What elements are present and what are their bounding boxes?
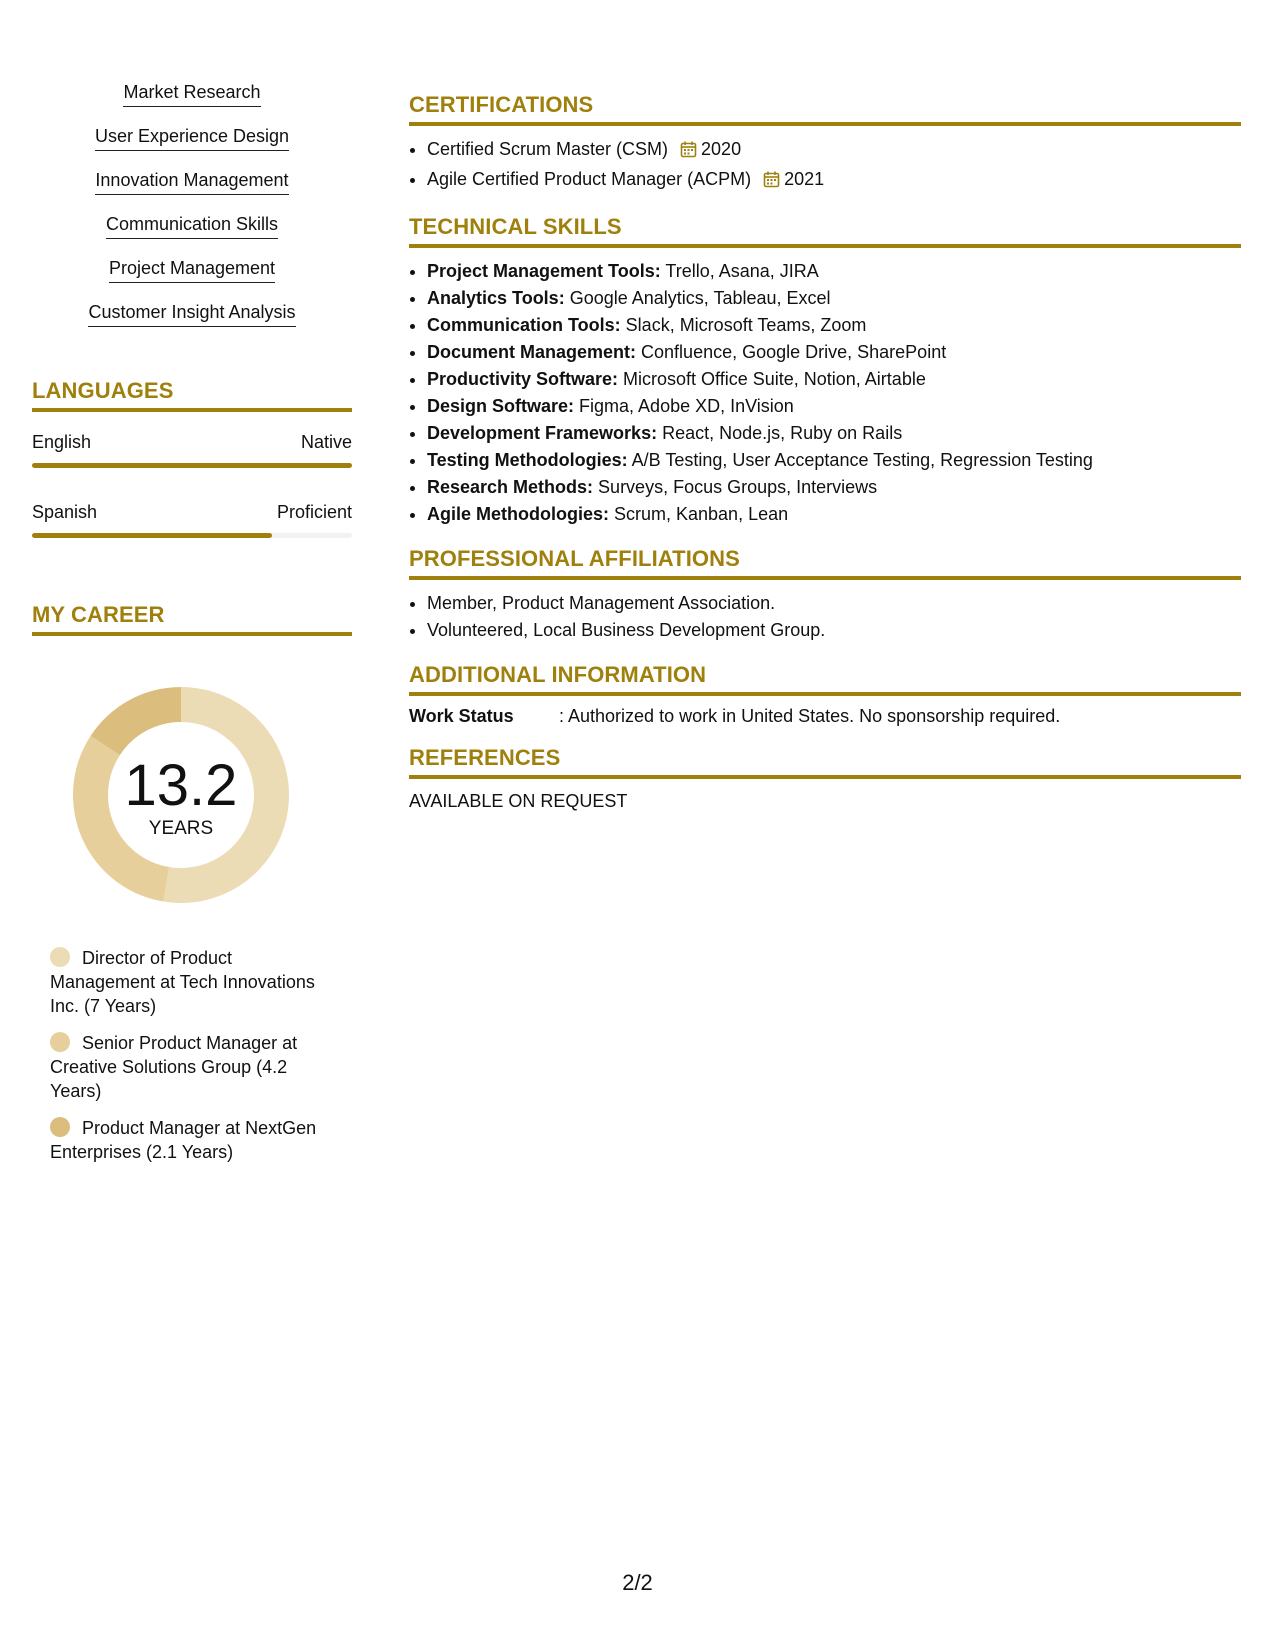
language-row (32, 502, 352, 523)
skill-category: Communication Tools: (427, 315, 621, 335)
skill-values: Figma, Adobe XD, InVision (574, 396, 794, 416)
career-legend (50, 946, 330, 1164)
technical-skill-item (427, 258, 1241, 285)
affiliation-item: • Member, Product Management Association. (427, 590, 1241, 617)
skill-values: Confluence, Google Drive, SharePoint (636, 342, 947, 362)
career-section (32, 602, 352, 1164)
certification-item (427, 166, 1241, 196)
skill-tag: Market Research (123, 80, 260, 107)
additional-info-section (409, 662, 1241, 727)
skill-category: Design Software: (427, 396, 575, 416)
skill-tag: Project Management (109, 256, 275, 283)
legend-dot (50, 1032, 70, 1052)
career-total-years: 13.2 (124, 753, 238, 818)
certification-year: 2020 (701, 139, 742, 159)
skill-category: Document Management: (427, 342, 637, 362)
skill-values: Trello, Asana, JIRA (660, 261, 819, 281)
skill-category: Research Methods: (427, 477, 594, 497)
language-name: Spanish (32, 502, 98, 522)
donut-center (66, 680, 296, 910)
certifications-list (409, 136, 1241, 196)
language-bar-fill (32, 533, 272, 538)
skill-category: Productivity Software: (427, 369, 619, 389)
skill-values: Slack, Microsoft Teams, Zoom (620, 315, 867, 335)
languages-section (32, 378, 352, 538)
language-level: Native (300, 432, 352, 452)
additional-info-title: ADDITIONAL INFORMATION (409, 662, 1241, 696)
skill-tag: Innovation Management (95, 168, 288, 195)
technical-skill-item (427, 447, 1241, 474)
technical-skill-item (427, 393, 1241, 420)
calendar-icon (763, 169, 780, 196)
technical-skills-title: TECHNICAL SKILLS (409, 214, 1241, 248)
language-bar (32, 533, 352, 538)
skill-values: Surveys, Focus Groups, Interviews (593, 477, 878, 497)
certification-item (427, 136, 1241, 166)
technical-skill-item (427, 285, 1241, 312)
skill-category: Project Management Tools: (427, 261, 661, 281)
page-number: 2/2 (622, 1570, 653, 1595)
skills-list (32, 80, 352, 344)
legend-label: Senior Product Manager at Creative Solutions Group (4.2 Years) (50, 1033, 298, 1101)
technical-skill-item (427, 366, 1241, 393)
work-status-value: : Authorized to work in United States. No sponsorship required. (559, 706, 1061, 726)
certifications-title: CERTIFICATIONS (409, 92, 1241, 126)
calendar-icon (680, 139, 697, 166)
language-bar-fill (32, 463, 352, 468)
technical-skill-item (427, 501, 1241, 528)
certifications-section (409, 92, 1241, 196)
language-level: Proficient (276, 502, 352, 522)
legend-dot (50, 1117, 70, 1137)
technical-skills-list (409, 258, 1241, 528)
affiliations-list (409, 590, 1241, 644)
legend-label: Director of Product Management at Tech Innovations Inc. (7 Years) (50, 948, 315, 1016)
certification-name: Certified Scrum Master (CSM) (427, 139, 669, 159)
skill-values: React, Node.js, Ruby on Rails (657, 423, 903, 443)
career-donut (66, 680, 296, 910)
skill-values: A/B Testing, User Acceptance Testing, Regression Testing (627, 450, 1093, 470)
languages-title: LANGUAGES (32, 378, 352, 412)
technical-skill-item (427, 420, 1241, 447)
work-status-row (409, 706, 1241, 727)
technical-skill-item (427, 312, 1241, 339)
language-bar (32, 463, 352, 468)
skill-values: Microsoft Office Suite, Notion, Airtable (618, 369, 926, 389)
right-column (409, 92, 1241, 830)
skill-tag: Customer Insight Analysis (88, 300, 295, 327)
language-name: English (32, 432, 92, 452)
affiliations-title: PROFESSIONAL AFFILIATIONS (409, 546, 1241, 580)
legend-item (50, 1031, 330, 1103)
career-total-unit: YEARS (148, 818, 214, 839)
skill-category: Development Frameworks: (427, 423, 658, 443)
legend-item (50, 946, 330, 1018)
affiliations-section (409, 546, 1241, 644)
language-row (32, 432, 352, 453)
legend-item (50, 1116, 330, 1164)
references-text: AVAILABLE ON REQUEST (409, 791, 628, 811)
references-section (409, 745, 1241, 812)
left-column (32, 80, 352, 1177)
skill-values: Scrum, Kanban, Lean (609, 504, 789, 524)
career-title: MY CAREER (32, 602, 352, 636)
technical-skill-item (427, 339, 1241, 366)
skill-tag: Communication Skills (106, 212, 278, 239)
affiliation-item: • Volunteered, Local Business Development Group. (427, 617, 1241, 644)
references-title: REFERENCES (409, 745, 1241, 779)
legend-label: Product Manager at NextGen Enterprises (2.1 Years) (50, 1118, 317, 1162)
legend-dot (50, 947, 70, 967)
skill-tag: User Experience Design (95, 124, 289, 151)
certification-name: Agile Certified Product Manager (ACPM) (427, 169, 752, 189)
skill-category: Analytics Tools: (427, 288, 565, 308)
technical-skills-section (409, 214, 1241, 528)
skill-category: Testing Methodologies: (427, 450, 628, 470)
skill-category: Agile Methodologies: (427, 504, 609, 524)
technical-skill-item (427, 474, 1241, 501)
certification-year: 2021 (784, 169, 825, 189)
work-status-label: Work Status (409, 706, 514, 726)
skill-values: Google Analytics, Tableau, Excel (564, 288, 831, 308)
